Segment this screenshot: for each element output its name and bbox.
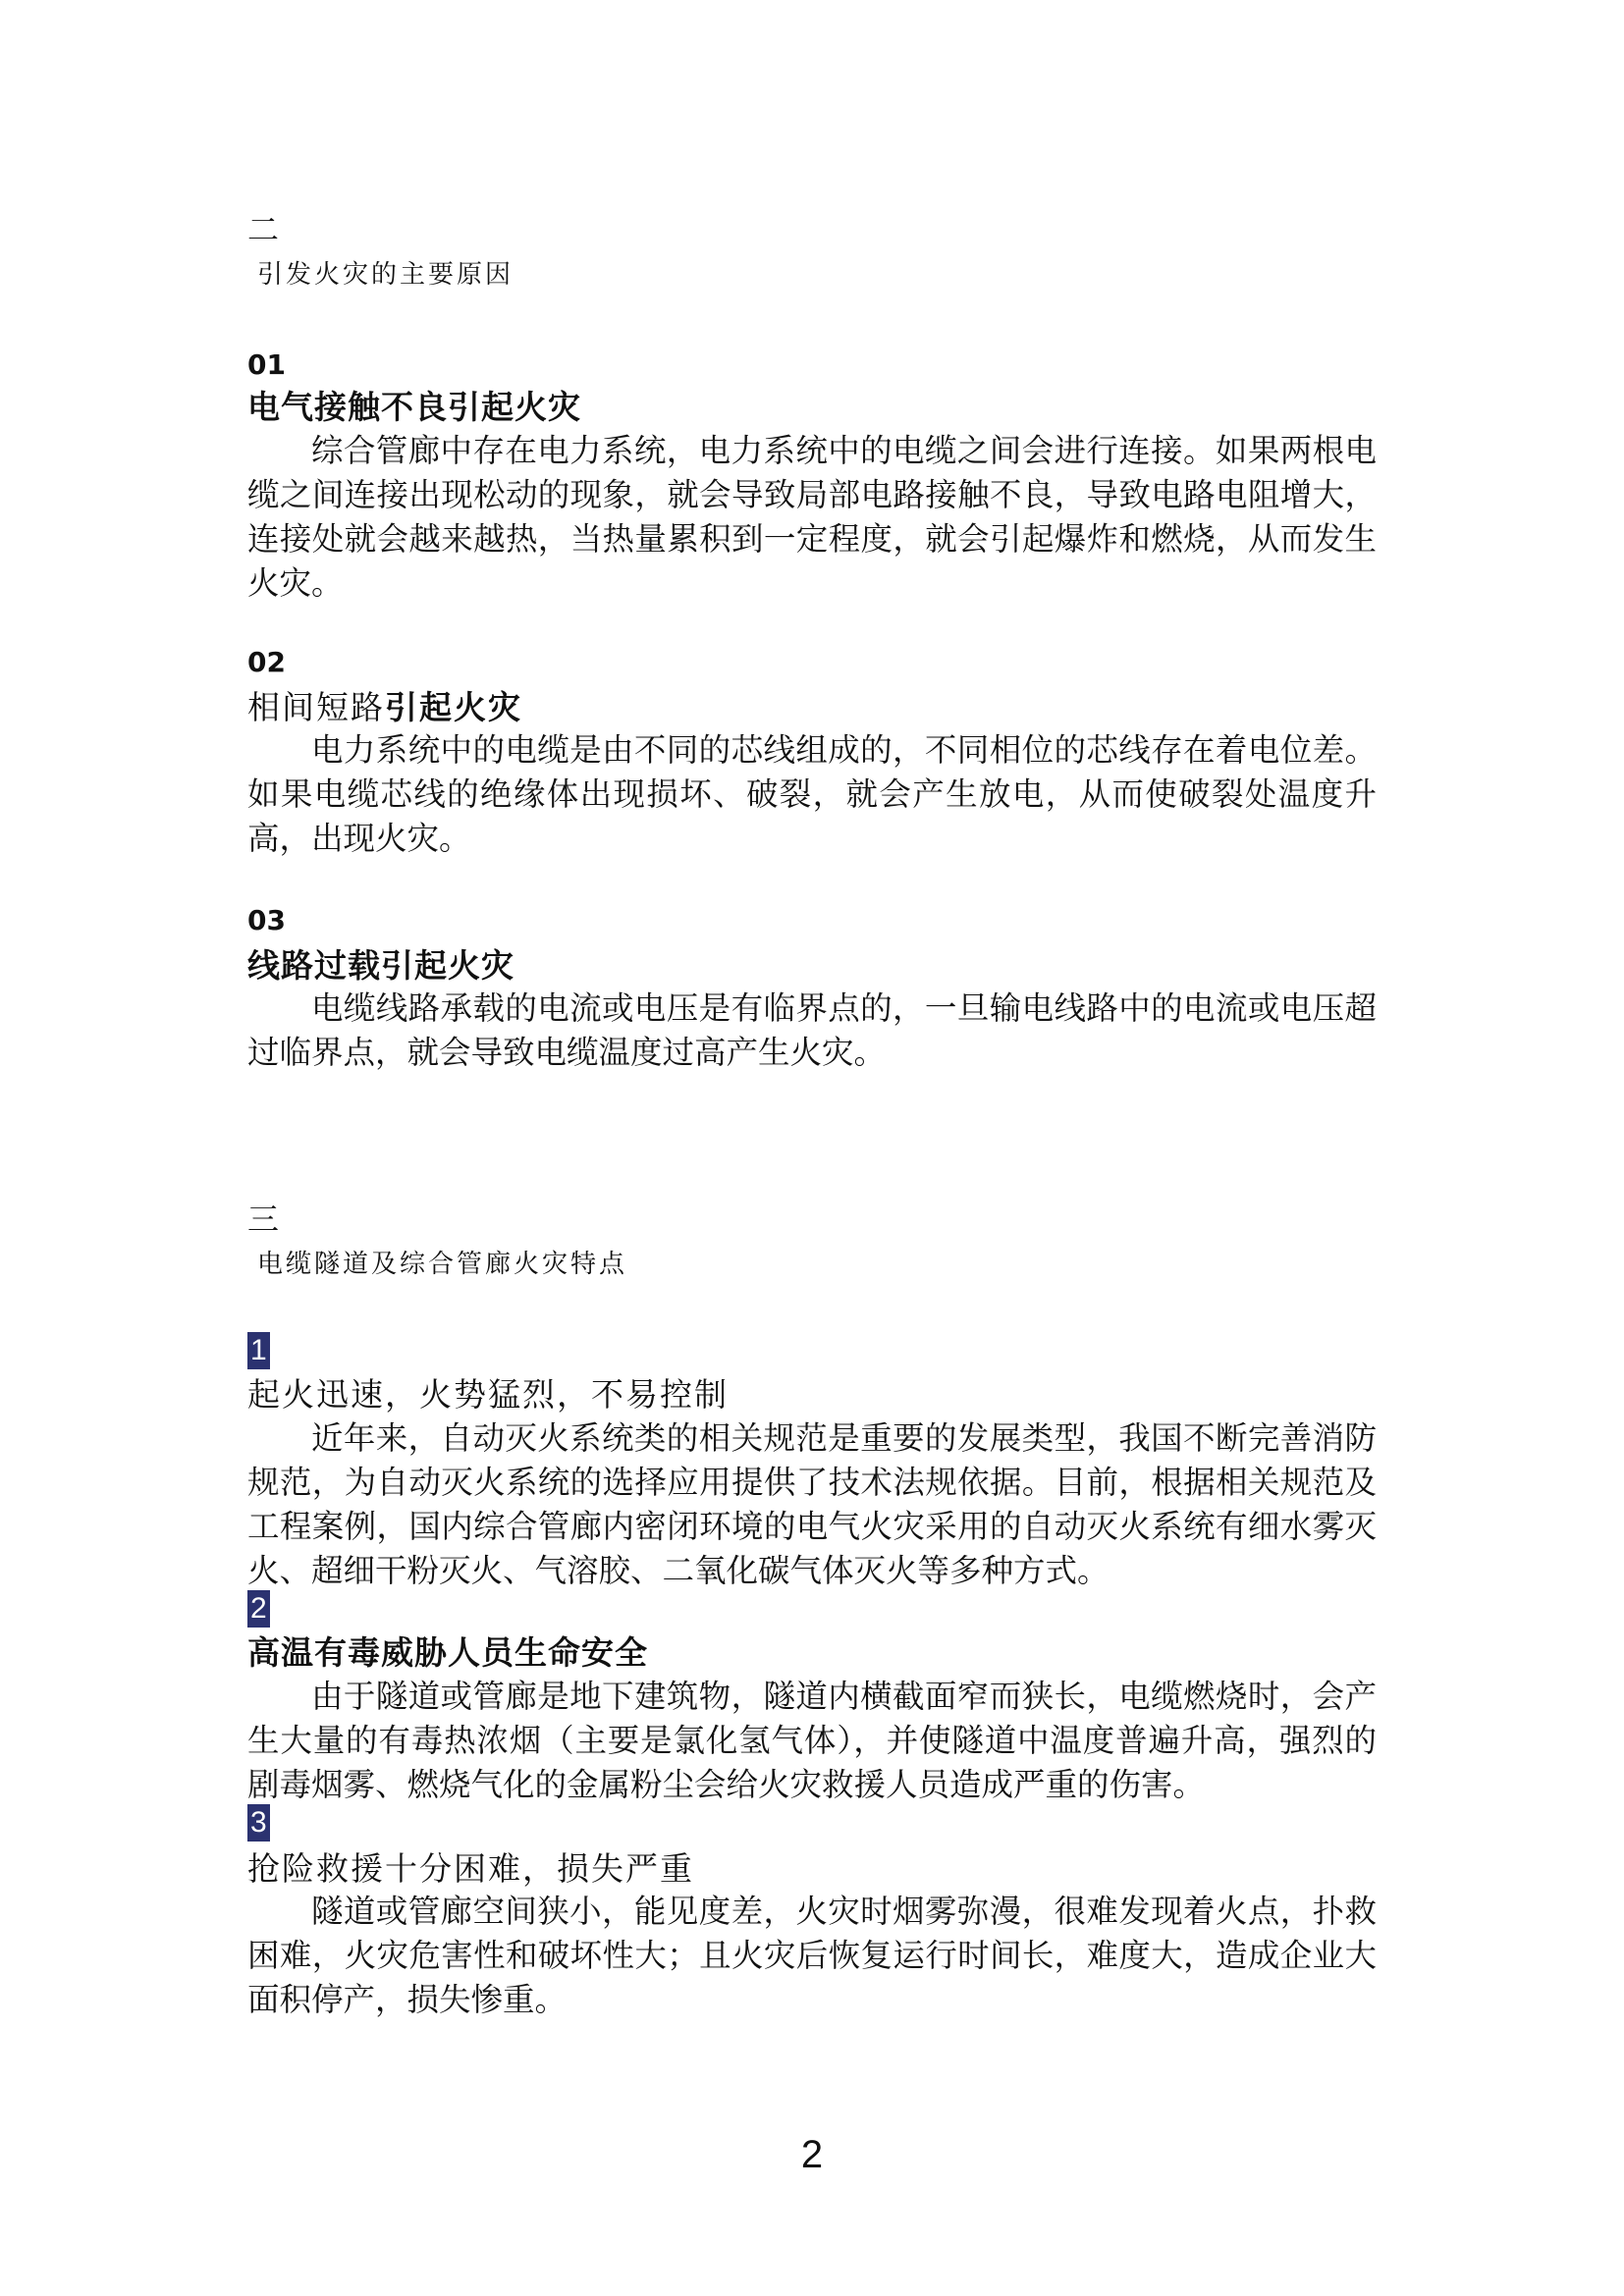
item-number: 03 [247, 904, 286, 936]
item-heading: 高温有毒威胁人员生命安全 [247, 1633, 648, 1672]
item-body: 近年来，自动灭火系统类的相关规范是重要的发展类型，我国不断完善消防规范，为自动灭火系统的选择应用提供了技术法规依据。目前，根据相关规范及工程案例，国内综合管廊内密闭环境的电气火灾采用的自动灭火系统有细水雾灭火、超细干粉灭火、气溶胶、二氧化碳气体灭火等多种方式。 [247, 1419, 1377, 1589]
item-heading: 抢险救援十分困难，损失严重 [247, 1849, 694, 1888]
item-number-badge-wrap [247, 1332, 1377, 1369]
item-number: 01 [247, 348, 286, 381]
item-number: 02 [247, 646, 286, 678]
section-3-number: 三 [247, 1201, 280, 1238]
item-heading: 电气接触不良引起火灾 [247, 388, 581, 426]
item-body: 由于隧道或管廊是地下建筑物，隧道内横截面窄而狭长，电缆燃烧时，会产生大量的有毒热浓烟（主要是氯化氢气体），并使隧道中温度普遍升高，强烈的剧毒烟雾、燃烧气化的金属粉尘会给火灾救援人员造成严重的伤害。 [247, 1678, 1377, 1803]
item-heading [247, 685, 1377, 730]
item-body: 综合管廊中存在电力系统，电力系统中的电缆之间会进行连接。如果两根电缆之间连接出现松动的现象，就会导致局部电路接触不良，导致电路电阻增大，连接处就会越来越热，当热量累积到一定程度，就会引起爆炸和燃烧，从而发生火灾。 [247, 432, 1377, 602]
item-number-badge-wrap [247, 1804, 1377, 1842]
item-heading-plain: 相间短路 [247, 688, 385, 726]
section-2-title: 引发火灾的主要原因 [257, 260, 514, 290]
section-2-number: 二 [247, 211, 280, 248]
item-number-badge: 2 [247, 1590, 270, 1628]
item-heading-bold: 引起火灾 [385, 688, 522, 726]
item-heading: 线路过载引起火灾 [247, 946, 514, 985]
item-number-badge: 3 [247, 1804, 270, 1842]
item-body: 隧道或管廊空间狭小，能见度差，火灾时烟雾弥漫，很难发现着火点，扑救困难，火灾危害性和破坏性大；且火灾后恢复运行时间长，难度大，造成企业大面积停产，损失惨重。 [247, 1893, 1377, 2018]
item-heading: 起火迅速，火势猛烈，不易控制 [247, 1375, 729, 1414]
item-body: 电缆线路承载的电流或电压是有临界点的，一旦输电线路中的电流或电压超过临界点，就会导致电缆温度过高产生火灾。 [247, 989, 1377, 1071]
item-number-badge-wrap [247, 1590, 1377, 1628]
item-body: 电力系统中的电缆是由不同的芯线组成的，不同相位的芯线存在着电位差。如果电缆芯线的绝缘体出现损坏、破裂，就会产生放电，从而使破裂处温度升高，出现火灾。 [247, 731, 1377, 857]
page-number: 2 [800, 2133, 824, 2176]
section-3-title: 电缆隧道及综合管廊火灾特点 [257, 1250, 628, 1279]
item-number-badge: 1 [247, 1332, 270, 1369]
